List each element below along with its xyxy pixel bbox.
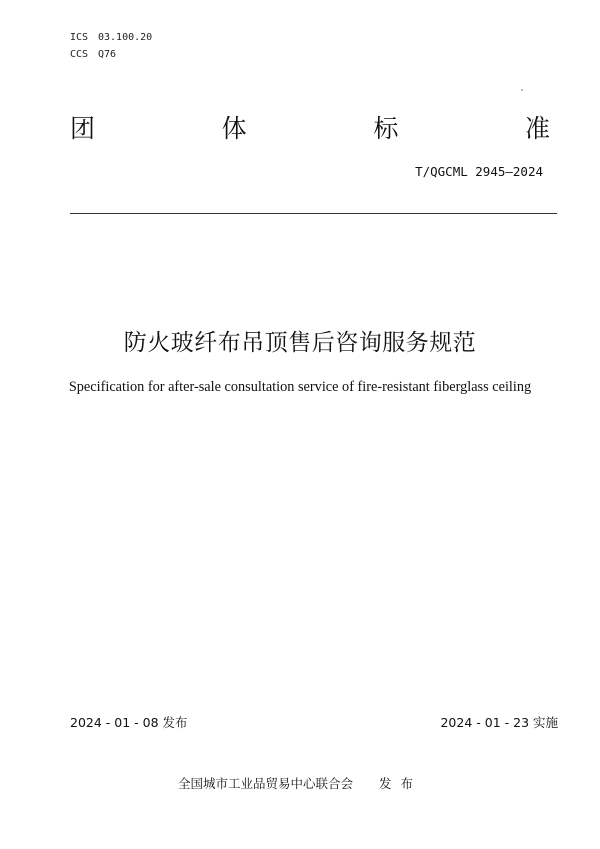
ccs-code: Q76: [98, 49, 117, 60]
standard-number: T/QGCML 2945—2024: [415, 164, 543, 179]
ccs-row: [70, 46, 152, 63]
publish-date: 2024 - 01 - 08 发布: [70, 715, 188, 730]
standard-type-char: 团: [70, 114, 96, 143]
ics-code: 03.100.20: [98, 32, 153, 43]
title-english: Specification for after-sale consultation service of fire-resistant fiberglass ceiling: [68, 379, 532, 395]
classification-codes: [70, 29, 152, 63]
ics-label: ICS: [70, 32, 89, 43]
standard-type-char: 标: [373, 114, 399, 143]
ics-row: [70, 29, 152, 46]
corner-dot-mark: [521, 89, 523, 91]
issuer-action: 发布: [379, 776, 423, 791]
standard-type-char: 准: [524, 114, 550, 143]
standard-type-heading: [70, 113, 550, 145]
standard-type-char: 体: [221, 114, 247, 143]
ccs-label: CCS: [70, 49, 89, 60]
issuer-line: [0, 775, 600, 793]
issuer-name: 全国城市工业品贸易中心联合会: [177, 776, 353, 791]
implement-date: 2024 - 01 - 23 实施: [440, 715, 558, 730]
title-chinese: 防火玻纤布吊顶售后咨询服务规范: [123, 330, 477, 356]
header-divider: [70, 213, 557, 214]
